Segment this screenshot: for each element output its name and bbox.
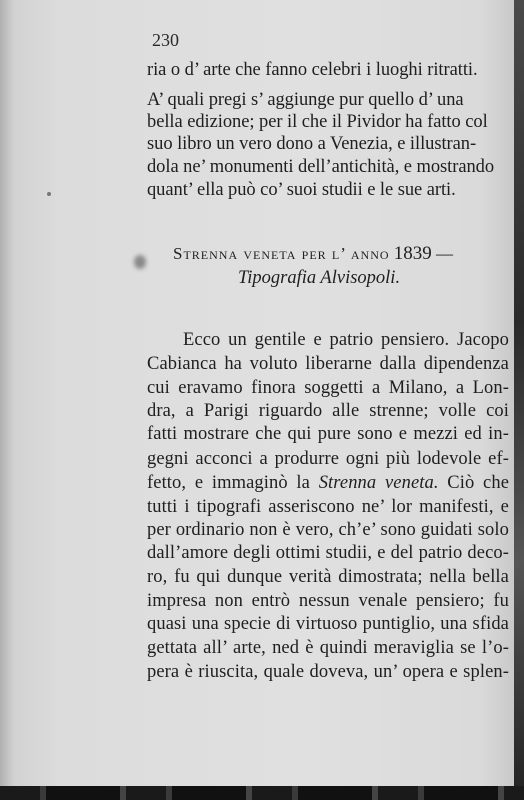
text-line xyxy=(147,520,509,541)
book-bottom-edge xyxy=(0,786,524,800)
heading-year: 1839 xyxy=(393,243,432,264)
text-line xyxy=(147,424,509,445)
text-line xyxy=(147,662,509,683)
book-edge xyxy=(514,0,524,800)
ink-speck xyxy=(47,192,51,196)
text-segment: quasi una specie di virtuoso puntiglio, una sfida xyxy=(147,614,509,634)
text-line xyxy=(147,497,509,518)
text-line: suo libro un vero dono a Venezia, e illustran- xyxy=(147,134,477,154)
text-line: quant’ ella può co’ suoi studii e le sue arti. xyxy=(147,180,456,200)
text-segment: Cabianca ha voluto liberarne dalla dipendenza xyxy=(147,354,509,374)
text-segment: ro, fu qui dunque verità dimostrata; nella bella xyxy=(147,567,509,587)
text-line xyxy=(147,449,509,470)
text-line xyxy=(147,638,509,659)
text-segment: fatti mostrare che qui pure sono e mezzi ed in- xyxy=(147,424,509,444)
text-line xyxy=(147,614,509,635)
heading-subtitle: Tipografia Alvisopoli. xyxy=(238,268,401,288)
text-segment: pera è riuscita, quale doveva, un’ opera e splen- xyxy=(147,662,509,682)
text-segment: dall’amore degli ottimi studii, e del patrio deco- xyxy=(147,543,509,563)
text-line: bella edizione; per il che il Pividor ha fatto col xyxy=(147,112,488,132)
text-line: ria o d’ arte che fanno celebri i luoghi ritratti. xyxy=(147,60,478,80)
text-segment: gettata all’ arte, ned è quindi meraviglia se l’o- xyxy=(147,638,509,658)
text-segment: Ecco un gentile e patrio pensiero. Jacopo xyxy=(183,330,509,350)
section-heading xyxy=(173,243,453,265)
page-number: 230 xyxy=(152,30,179,50)
text-line xyxy=(147,378,509,399)
heading-dash: — xyxy=(436,244,454,263)
text-segment: per ordinario non è vero, ch’e’ sono guidati solo xyxy=(147,520,509,540)
text-line xyxy=(147,543,509,564)
text-line xyxy=(147,473,509,494)
text-line: dola ne’ monumenti dell’antichità, e mostrando xyxy=(147,157,495,177)
text-segment: Ciò che xyxy=(438,473,510,493)
ink-stain xyxy=(134,255,146,269)
text-segment: gegni acconci a produrre ogni più lodevole ef- xyxy=(147,449,509,469)
text-segment: tutti i tipografi asseriscono ne’ lor manifesti, e xyxy=(147,497,509,517)
text-segment: fetto, e immaginò la xyxy=(147,473,319,493)
text-line: A’ quali pregi s’ aggiunge pur quello d’ una xyxy=(147,90,464,110)
text-segment: dra, a Parigi riguardo alle strenne; volle coi xyxy=(147,401,509,421)
italic-title: Strenna veneta. xyxy=(318,473,439,493)
text-line xyxy=(183,330,509,351)
text-segment: impresa non entrò nessun venale pensiero; fu xyxy=(147,591,509,611)
text-line xyxy=(147,354,509,375)
text-line xyxy=(147,401,509,422)
heading-title: Strenna veneta per l’ anno xyxy=(173,244,390,263)
text-segment: cui eravamo finora soggetti a Milano, a Lon- xyxy=(147,378,509,398)
text-line xyxy=(147,567,509,588)
text-line xyxy=(147,591,509,612)
